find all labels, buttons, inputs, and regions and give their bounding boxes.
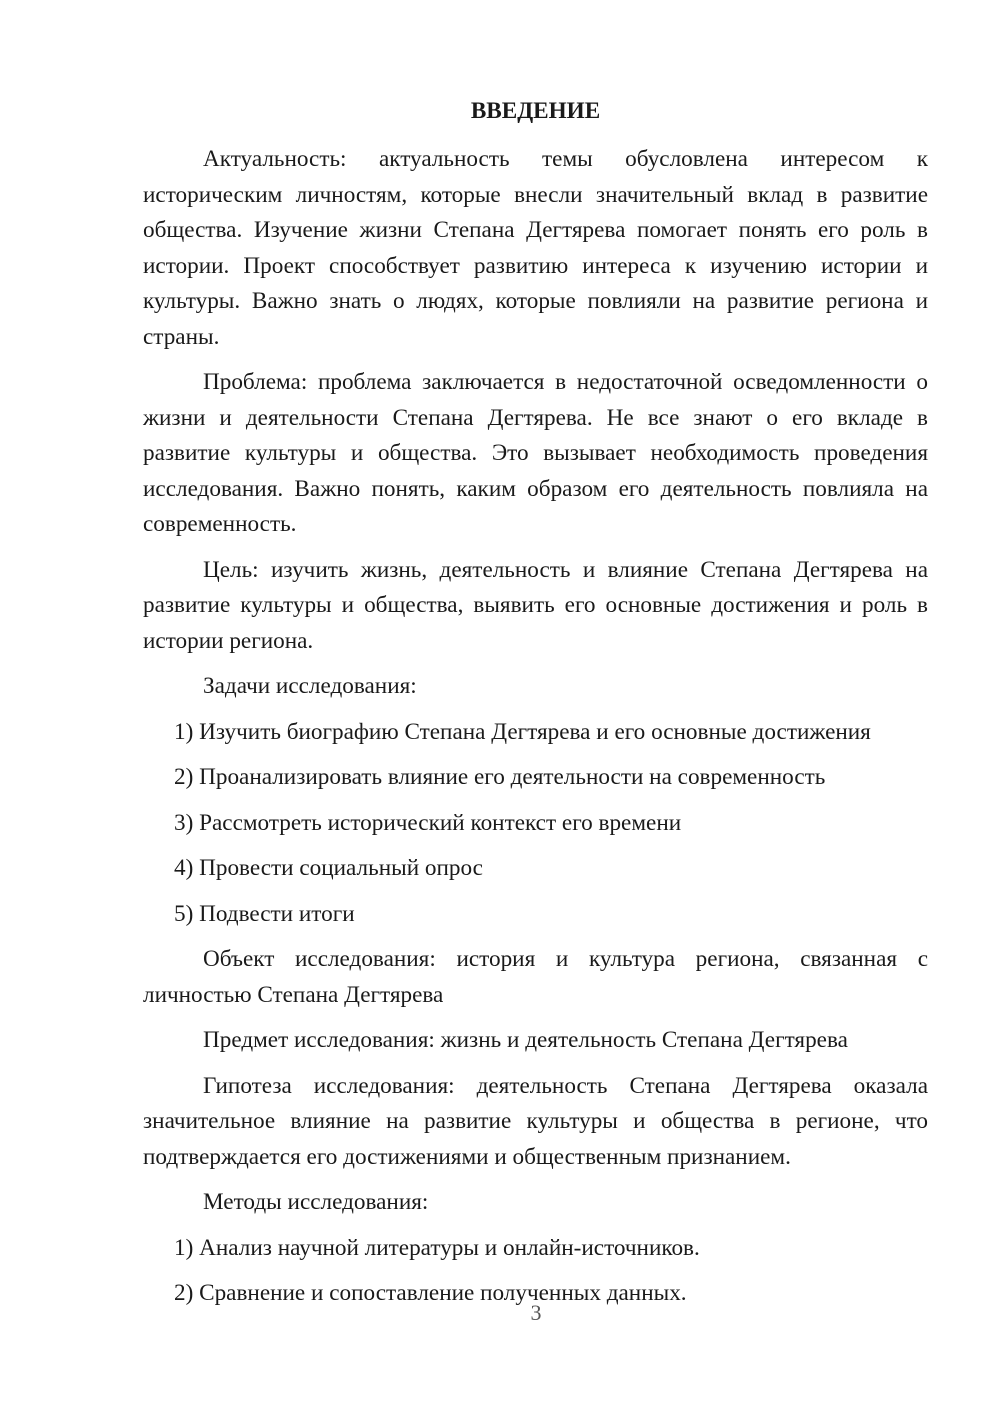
task-item: 4) Провести социальный опрос [174,855,483,881]
page-content [143,94,928,1322]
page-number: 3 [530,1300,542,1325]
task-item: 1) Изучить биографию Степана Дегтярева и его основные достижения [174,718,871,745]
subject-paragraph: Предмет исследования: жизнь и деятельность Степана Дегтярева [203,1027,848,1053]
tasks-list [143,715,928,933]
object-paragraph: Объект исследования: история и культура региона, связанная с личностью Степана Дегтярева [143,946,928,1008]
goal-paragraph: Цель: изучить жизнь, деятельность и влияние Степана Дегтярева на развитие культуры и общества, выявить его основные достижения и роль в истории региона. [143,556,928,654]
task-item: 2) Проанализировать влияние его деятельности на современность [174,764,826,790]
task-item: 5) Подвести итоги [174,900,355,927]
page-title: ВВЕДЕНИЕ [470,98,601,124]
relevance-paragraph: Актуальность: актуальность темы обусловлена интересом к историческим личностям, которые внесли значительный вклад в развитие общества. Изучение жизни Степана Дегтярева помогает понять его роль в истории. Проект способствует развитию интереса к изучению истории и культуры. Важно знать о людях, которые повлияли на развитие региона и страны. [143,146,928,350]
methods-heading: Методы исследования: [203,1189,429,1215]
task-item: 3) Рассмотреть исторический контекст его времени [174,809,682,836]
method-item: 1) Анализ научной литературы и онлайн-источников. [174,1234,700,1261]
problem-paragraph: Проблема: проблема заключается в недостаточной осведомленности о жизни и деятельности Степана Дегтярева. Не все знают о его вкладе в развитие культуры и общества. Это вызывает необходимость проведения исследования. Важно понять, каким образом его деятельность повлияла на современность. [143,369,928,537]
tasks-heading: Задачи исследования: [203,673,417,699]
method-item: 2) Сравнение и сопоставление полученных данных. [174,1280,687,1306]
hypothesis-paragraph: Гипотеза исследования: деятельность Степана Дегтярева оказала значительное влияние на развитие культуры и общества в регионе, что подтверждается его достижениями и общественным признанием. [143,1072,928,1170]
